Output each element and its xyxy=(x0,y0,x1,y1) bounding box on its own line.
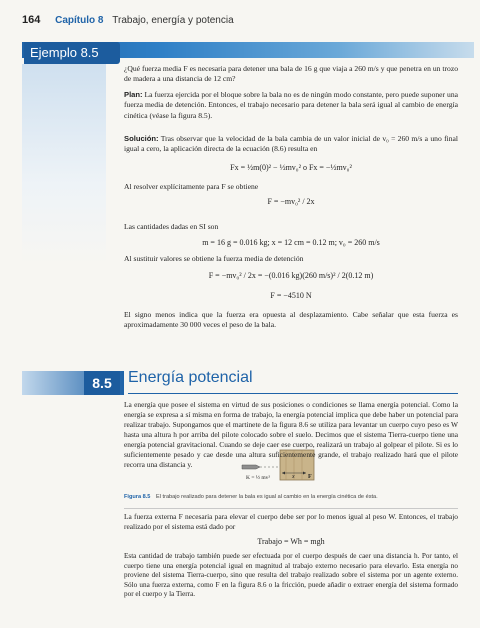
page-number: 164 xyxy=(22,14,41,26)
figure-label: Figura 8.5 xyxy=(124,494,151,500)
equation-result: F = −4510 N xyxy=(270,291,312,300)
conclusion-text: El signo menos indica que la fuerza era opuesta al desplazamiento. Cabe señalar que esta fuerza es aproximadamente 30 000 veces el peso de la bala. xyxy=(124,310,458,330)
example-question: ¿Qué fuerza media F es necesaria para detener una bala de 16 g que viaja a 260 m/s y que penetra en un trozo de madera a una distancia de 12 cm? xyxy=(124,64,458,84)
running-header xyxy=(22,14,460,32)
chapter-title: Trabajo, energía y potencia xyxy=(112,15,234,26)
solution-paragraph xyxy=(124,134,458,155)
figure-caption xyxy=(124,494,458,500)
solution-label: Solución: xyxy=(124,134,159,143)
example-badge: Ejemplo 8.5 xyxy=(24,42,120,64)
plan-label: Plan: xyxy=(124,90,143,99)
equation-substitution: F = −mv₀² / 2x = −(0.016 kg)(260 m/s)² / 2(0.12 m) xyxy=(208,271,374,280)
displacement-label: x xyxy=(292,474,295,480)
equation-given-values: m = 16 g = 0.016 kg; x = 12 cm = 0.12 m; v₀ = 260 m/s xyxy=(202,238,380,247)
plan-text: La fuerza ejercida por el bloque sobre la bala no es de ningún modo constante, pero puede suponer una fuerza media de detención. Entonces, el trabajo necesario para detener la bala será igual al cambio de energía cinética (véase la figura 8.5). xyxy=(124,90,458,120)
section-number: 8.5 xyxy=(84,371,120,395)
section-equation: Trabajo = Wh = mgh xyxy=(257,537,325,546)
units-text: Las cantidades dadas en SI son xyxy=(124,222,219,231)
section-title-underline xyxy=(128,393,458,394)
equation-work-energy: Fx = ½m(0)² − ½mv₀² o Fx = −½mv₀² xyxy=(230,163,352,172)
section-paragraph-1: La energía que posee el sistema en virtud de sus posiciones o condiciones se llama energía potencial. Como la energía se expresa a sí misma en forma de trabajo, la energía potencial implica que debe haber un potencial para realizar trabajo. Supongamos que el martinete de la figura 8.6 se utiliza para levantar un cuerpo cuyo peso es W hasta una altura h por arriba del pilote colocado sobre el suelo. Decimos que el sistema Tierra-cuerpo tiene una energía potencial gravitacional. Cuando se deje caer ese cuerpo, realizará un trabajo al golpear el pilote. Si es lo suficientemente pesado y cae desde una altura suficientemente grande, el trabajo realizado hará que el pilote recorra una distancia y. xyxy=(124,400,458,469)
equation-force: F = −mv₀² / 2x xyxy=(267,197,315,206)
chapter-label: Capítulo 8 xyxy=(55,15,104,26)
section-paragraph-3: Esta cantidad de trabajo también puede ser efectuada por el cuerpo después de caer una distancia h. Por tanto, el cuerpo tiene una energía potencial igual en magnitud al trabajo externo necesario para elevarlo. Esta energía no proviene del sistema Tierra-cuerpo, sino que resulta del trabajo realizado sobre el sistema por un agente externo. Sólo una fuerza externa, como F en la figura 8.6 o la fricción, puede añadir o extraer energía del sistema formado por el cuerpo y la Tierra. xyxy=(124,552,458,599)
example-side-stripe xyxy=(22,64,106,264)
section-paragraph-2: La fuerza externa F necesaria para elevar el cuerpo debe ser por lo menos igual al peso W. Entonces, el trabajo realizado por el sistema está dado por xyxy=(124,512,458,531)
section-title: Energía potencial xyxy=(128,369,253,386)
plan-paragraph xyxy=(124,90,458,121)
figure-caption-text: El trabajo realizado para detener la bala es igual al cambio en la energía cinética de ésta. xyxy=(156,494,378,500)
caption-divider xyxy=(124,508,458,509)
substitution-text: Al sustituir valores se obtiene la fuerza media de detención xyxy=(124,254,304,263)
force-label: F xyxy=(308,474,312,480)
kinetic-energy-label: K = ½ mv² xyxy=(246,475,271,481)
solve-text: Al resolver explícitamente para F se obtiene xyxy=(124,182,259,191)
solution-text: Tras observar que la velocidad de la bala cambia de un valor inicial de v₀ = 260 m/s a uno final igual a cero, la aplicación directa de la ecuación (8.6) resulta en xyxy=(124,134,458,154)
